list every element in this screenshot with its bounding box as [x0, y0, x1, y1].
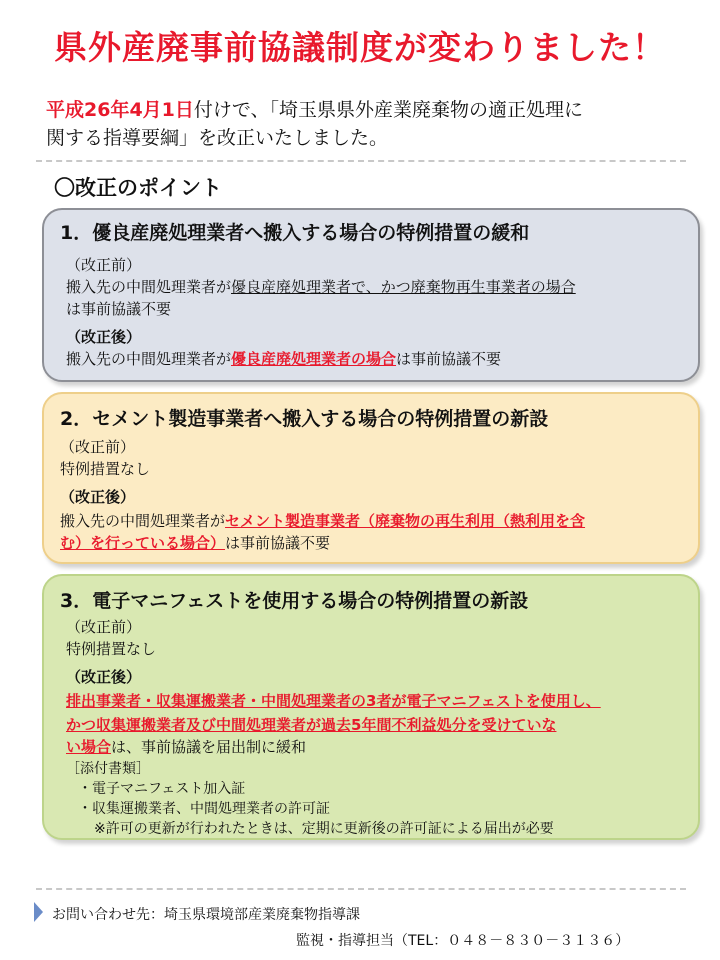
section-1-before-text: 搬入先の中間処理業者が優良産廃処理業者で、かつ廃棄物再生事業者の場合 — [66, 278, 576, 296]
section-2-after-text-1: 搬入先の中間処理業者がセメント製造事業者（廃棄物の再生利用（熱利用を含 — [60, 512, 586, 530]
divider — [36, 160, 686, 162]
page-title: 県外産廃事前協議制度が変わりました！ — [54, 28, 666, 67]
section-2-before-text: 特例措置なし — [60, 460, 151, 478]
attachment-note: ※許可の更新が行われたときは、定期に更新後の許可証による届出が必要 — [94, 821, 554, 837]
section-1-box — [42, 208, 700, 382]
section-3-title: 3．電子マニフェストを使用する場合の特例措置の新設 — [60, 590, 529, 612]
attachments-label: ［添付書類］ — [66, 761, 150, 777]
intro-line-1: 平成26年4月1日付けで、「埼玉県県外産業廃棄物の適正処理に — [46, 99, 584, 121]
section-3-after-text-3: い場合は、事前協議を届出制に緩和 — [66, 738, 307, 756]
attachment-item: ・電子マニフェスト加入証 — [78, 781, 246, 797]
points-heading: 〇改正のポイント — [54, 176, 222, 200]
section-3-before-label: （改正前） — [66, 618, 142, 636]
intro-line-2: 関する指導要綱」を改正いたしました。 — [46, 127, 389, 149]
section-3-after-text-1: 排出事業者・収集運搬業者・中間処理業者の3者が電子マニフェストを使用し、 — [66, 692, 601, 710]
section-2-title: 2．セメント製造事業者へ搬入する場合の特例措置の新設 — [60, 408, 549, 430]
section-2-after-text-2: む）を行っている場合）は事前協議不要 — [60, 534, 331, 552]
section-1-title: 1．優良産廃処理業者へ搬入する場合の特例措置の緩和 — [60, 222, 530, 244]
section-3-after-text-2: かつ収集運搬業者及び中間処理業者が過去5年間不利益処分を受けていな — [66, 716, 557, 734]
section-2-box — [42, 392, 700, 564]
section-2-before-label: （改正前） — [60, 438, 136, 456]
intro-paragraph — [46, 96, 706, 152]
section-3-box — [42, 574, 700, 840]
section-3-before-text: 特例措置なし — [66, 640, 157, 658]
section-1-before-label: （改正前） — [66, 256, 142, 274]
contact-line-1: お問い合わせ先：埼玉県環境部産業廃棄物指導課 — [52, 907, 360, 923]
contact-line-2: 監視・指導担当（TEL：０４８－８３０－３１３６） — [296, 933, 630, 949]
effective-date: 平成26年4月1日 — [46, 99, 194, 121]
section-1-after-text: 搬入先の中間処理業者が優良産廃処理業者の場合は事前協議不要 — [66, 350, 502, 368]
section-3-after-label: （改正後） — [66, 668, 142, 686]
triangle-marker-icon — [34, 902, 43, 922]
section-1-after-label: （改正後） — [66, 328, 142, 346]
footer-divider — [36, 888, 686, 890]
section-1-before-cont: は事前協議不要 — [66, 300, 172, 318]
attachment-item: ・収集運搬業者、中間処理業者の許可証 — [78, 801, 330, 817]
section-2-after-label: （改正後） — [60, 488, 136, 506]
